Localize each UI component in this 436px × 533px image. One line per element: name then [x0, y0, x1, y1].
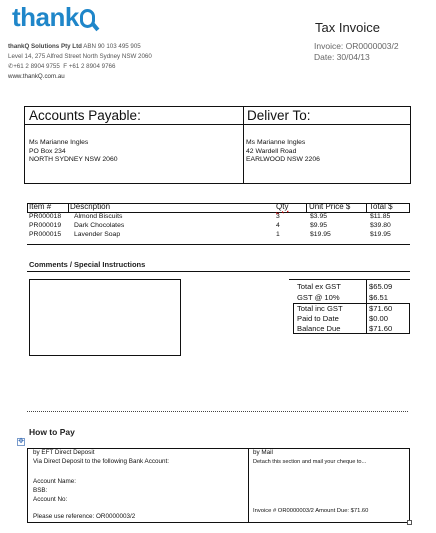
total-ex-gst-value: $65.09: [369, 282, 393, 291]
table-resize-handle-icon[interactable]: [407, 520, 412, 525]
col-divider: [306, 203, 307, 213]
deliver-to-heading: Deliver To:: [247, 108, 311, 123]
company-phone: +61 2 8904 9755: [13, 63, 60, 70]
totals-top: [289, 279, 410, 280]
company-address: Level 14, 275 Alfred Street North Sydney NSW 2060: [8, 53, 152, 60]
accounts-payable-address: [29, 139, 118, 165]
balance-due-label: Balance Due: [297, 324, 341, 333]
table-move-handle-icon[interactable]: ✥: [18, 438, 24, 445]
ap-line: Ms Marianne Ingles: [29, 139, 89, 146]
dt-line: Ms Marianne Ingles: [246, 139, 306, 146]
balance-due-value: $71.60: [369, 324, 393, 333]
paid-to-date-value: $0.00: [369, 314, 389, 323]
invoice-date: Date: 30/04/13: [314, 52, 370, 62]
col-total: Total $: [369, 202, 393, 211]
phone-icon: ✆: [8, 63, 14, 70]
how-to-pay-heading: How to Pay: [29, 427, 75, 437]
company-abn: ABN 90 103 495 905: [83, 43, 141, 50]
comments-label: Comments / Special Instructions: [29, 260, 146, 269]
company-logo: thank: [12, 2, 95, 33]
dt-line: 42 Wardell Road: [246, 147, 297, 155]
gst-label: GST @ 10%: [297, 293, 340, 302]
accounts-payable-heading: Accounts Payable:: [29, 108, 141, 123]
total-inc-gst-label: Total inc GST: [297, 304, 343, 313]
items-bottom-line: [27, 244, 410, 245]
eft-intro: Via Direct Deposit to the following Bank Account:: [33, 458, 170, 465]
total-inc-gst-value: $71.60: [369, 304, 393, 313]
col-qty: Qty: [276, 202, 289, 211]
invoice-title: Tax Invoice: [315, 20, 381, 35]
invoice-number: Invoice: OR0000003/2: [314, 41, 399, 51]
col-divider: [366, 203, 367, 213]
address-header-line: [24, 124, 411, 125]
company-name-line: [8, 42, 141, 51]
ap-line: NORTH SYDNEY NSW 2060: [29, 156, 118, 164]
comments-box: [29, 279, 181, 356]
logo-q-icon: [80, 9, 95, 28]
paid-to-date-label: Paid to Date: [297, 314, 339, 323]
col-description: Description: [70, 202, 111, 211]
col-divider: [68, 203, 69, 213]
col-unit-price: Unit Price $: [309, 202, 351, 211]
account-no-label: Account No:: [33, 496, 68, 503]
mail-title: by Mail: [253, 449, 273, 456]
account-name-label: Account Name:: [33, 478, 77, 485]
deliver-to-address: [246, 139, 320, 165]
eft-title: by EFT Direct Deposit: [33, 449, 95, 456]
ap-line: PO Box 234: [29, 147, 66, 155]
col-item: Item #: [29, 202, 52, 211]
bsb-label: BSB:: [33, 487, 48, 494]
address-divider: [243, 106, 244, 184]
payment-reference: Please use reference: OR0000003/2: [33, 513, 136, 520]
company-phone-line: [8, 62, 115, 71]
company-name: thankQ Solutions Pty Ltd: [8, 43, 82, 50]
mail-invoice-line: Invoice # OR0000003/2 Amount Due: $71.60: [253, 508, 369, 514]
dt-line: EARLWOOD NSW 2206: [246, 156, 320, 164]
mail-intro: Detach this section and mail your cheque to...: [253, 459, 367, 465]
detach-line: [27, 411, 408, 412]
company-website: www.thankQ.com.au: [8, 73, 65, 80]
company-fax: F +61 2 8904 9766: [63, 63, 116, 70]
payment-divider: [248, 448, 249, 523]
total-ex-gst-label: Total ex GST: [297, 282, 341, 291]
gst-value: $6.51: [369, 293, 389, 302]
comments-line: [27, 271, 410, 272]
